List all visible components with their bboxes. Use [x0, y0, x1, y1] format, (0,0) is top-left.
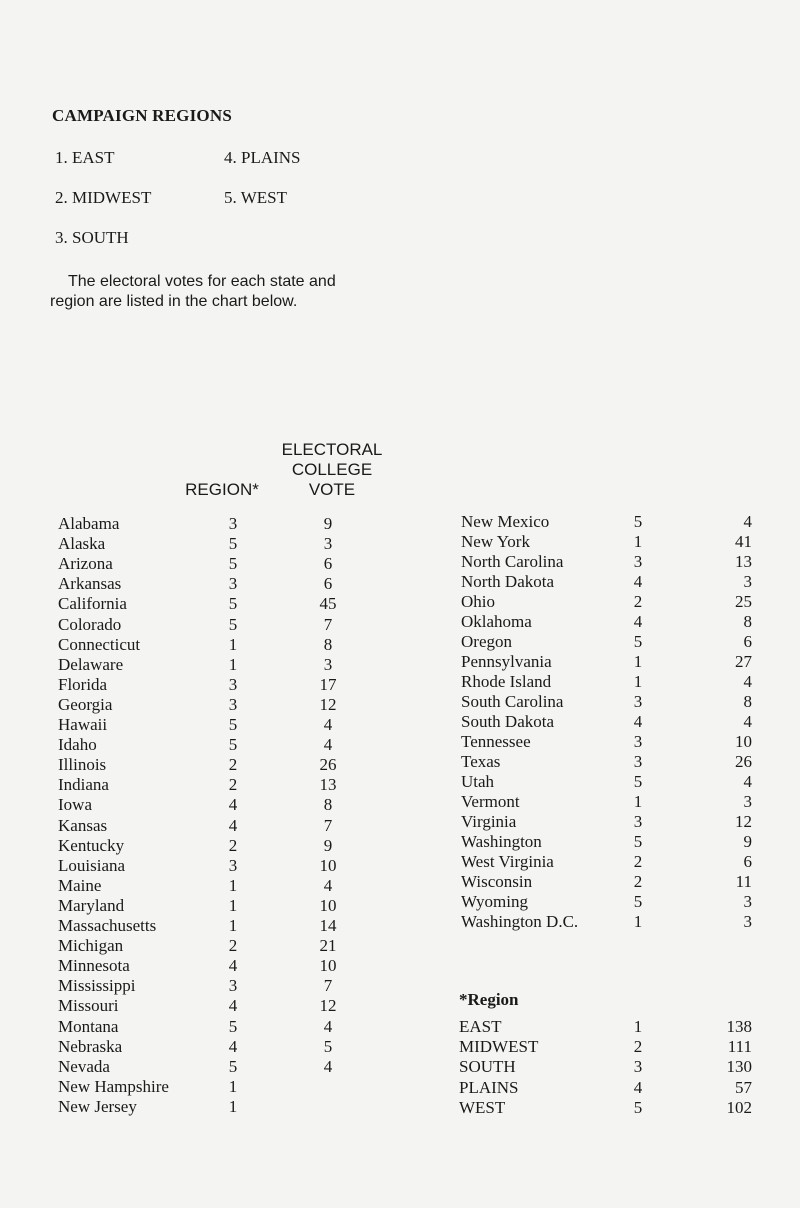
electoral-vote: 138 [726, 1017, 752, 1036]
region-number: 4 [228, 815, 238, 835]
state-name: Massachusetts [58, 916, 157, 935]
state-row [58, 936, 388, 956]
state-row [58, 1097, 388, 1117]
electoral-vote: 8 [743, 612, 752, 631]
state-name: Alaska [58, 534, 106, 554]
state-name: Wyoming [461, 892, 528, 911]
state-name: New Hampshire [58, 1076, 169, 1096]
region-number: 5 [228, 594, 238, 614]
state-name: South Dakota [461, 712, 555, 731]
region-number: 4 [633, 612, 643, 631]
region-number: 3 [228, 694, 238, 714]
header-region: REGION* [185, 480, 259, 499]
electoral-vote: 17 [319, 674, 337, 694]
state-row [58, 615, 388, 635]
region-number: 4 [228, 795, 238, 815]
state-name: Georgia [58, 694, 113, 714]
state-name: Louisiana [58, 855, 126, 875]
state-name: WEST [459, 1097, 506, 1117]
state-name: Oregon [461, 632, 512, 651]
state-name: Hawaii [58, 715, 108, 734]
state-row [58, 635, 388, 655]
electoral-vote: 12 [319, 694, 337, 714]
region-number: 5 [228, 1056, 238, 1076]
region-number: 5 [228, 554, 238, 574]
header-electoral-vote [262, 440, 402, 500]
region-item-plains: 4. PLAINS [224, 148, 301, 167]
state-name: West Virginia [461, 852, 554, 871]
state-row [58, 755, 388, 775]
state-name: Kansas [58, 815, 108, 835]
electoral-vote: 9 [743, 832, 752, 851]
region-item-east: 1. EAST [55, 148, 115, 167]
region-item-west: 5. WEST [224, 188, 287, 207]
state-row [58, 1037, 388, 1057]
state-name: Utah [461, 772, 495, 791]
electoral-vote: 130 [726, 1057, 752, 1077]
state-row [58, 836, 388, 856]
region-number: 4 [633, 712, 643, 731]
region-number: 5 [633, 512, 643, 531]
state-name: Arkansas [58, 574, 122, 594]
region-number: 1 [228, 1076, 238, 1096]
electoral-vote: 26 [319, 755, 337, 775]
state-row [58, 574, 388, 594]
electoral-vote: 10 [319, 855, 337, 875]
electoral-vote: 8 [323, 634, 333, 654]
electoral-vote: 4 [323, 875, 333, 895]
state-name: Alabama [58, 514, 120, 533]
electoral-vote: 27 [735, 652, 752, 671]
electoral-vote: 6 [743, 852, 752, 871]
electoral-vote: 4 [743, 772, 752, 791]
electoral-vote: 14 [319, 916, 337, 935]
state-row [461, 712, 761, 732]
state-name: Washington D.C. [461, 912, 579, 931]
electoral-vote: 3 [323, 654, 333, 674]
state-row [461, 812, 761, 832]
state-row [58, 996, 388, 1016]
state-name: Rhode Island [461, 672, 552, 691]
state-row [58, 795, 388, 815]
electoral-vote: 10 [319, 956, 337, 976]
state-name: Oklahoma [461, 612, 532, 631]
state-name: Idaho [58, 735, 97, 755]
electoral-vote: 4 [323, 1056, 333, 1076]
region-number: 2 [228, 835, 238, 855]
state-name: Iowa [58, 795, 92, 815]
state-name: Indiana [58, 775, 109, 795]
state-row [461, 692, 761, 712]
state-row [58, 956, 388, 976]
state-name: Arizona [58, 554, 113, 574]
state-row [58, 594, 388, 614]
region-total-row [459, 1017, 759, 1037]
region-number: 2 [633, 852, 643, 871]
region-number: 3 [633, 1057, 643, 1077]
region-number: 3 [228, 674, 238, 694]
electoral-vote: 13 [319, 775, 337, 795]
electoral-vote: 9 [323, 835, 333, 855]
intro-line-2: region are listed in the chart below. [50, 293, 298, 310]
state-name: Washington [461, 832, 542, 851]
state-row [461, 892, 761, 912]
electoral-vote: 12 [319, 996, 337, 1016]
state-name: Michigan [58, 936, 124, 956]
region-number: 5 [228, 614, 238, 634]
state-row [58, 715, 388, 735]
electoral-vote: 3 [323, 534, 333, 554]
region-number: 1 [228, 654, 238, 674]
state-row [461, 832, 761, 852]
state-name: SOUTH [459, 1057, 516, 1077]
electoral-vote: 111 [727, 1037, 752, 1057]
state-name: Kentucky [58, 835, 125, 855]
region-number: 5 [633, 772, 643, 791]
state-row [461, 732, 761, 752]
state-row [461, 872, 761, 892]
state-row [58, 976, 388, 996]
electoral-vote: 4 [743, 672, 752, 691]
electoral-vote: 10 [319, 895, 337, 915]
electoral-vote: 9 [323, 514, 333, 533]
region-number: 1 [633, 532, 643, 551]
state-name: South Carolina [461, 692, 564, 711]
state-name: Texas [461, 752, 501, 771]
state-name: Colorado [58, 614, 122, 634]
state-name: Ohio [461, 592, 495, 611]
region-number: 5 [228, 735, 238, 755]
state-name: Maryland [58, 895, 125, 915]
header-vote-line-1: ELECTORAL [281, 440, 383, 459]
state-name: Connecticut [58, 634, 141, 654]
state-name: Nevada [58, 1056, 110, 1076]
electoral-vote: 10 [735, 732, 752, 751]
state-name: Pennsylvania [461, 652, 552, 671]
electoral-vote: 4 [323, 735, 333, 755]
region-number: 1 [228, 916, 238, 935]
state-name: Vermont [461, 792, 520, 811]
electoral-vote: 102 [726, 1097, 752, 1117]
region-number: 3 [633, 692, 643, 711]
electoral-vote: 8 [743, 692, 752, 711]
region-number: 1 [228, 895, 238, 915]
state-row [58, 675, 388, 695]
state-row [461, 512, 761, 532]
electoral-vote: 21 [319, 936, 337, 956]
state-row [58, 655, 388, 675]
state-name: Missouri [58, 996, 119, 1016]
electoral-vote: 6 [323, 574, 333, 594]
region-number: 3 [228, 574, 238, 594]
state-name: Wisconsin [461, 872, 533, 891]
region-number: 3 [633, 732, 643, 751]
electoral-vote: 3 [743, 792, 752, 811]
state-row [461, 592, 761, 612]
state-name: North Carolina [461, 552, 564, 571]
state-name: California [58, 594, 127, 614]
state-name: MIDWEST [459, 1037, 539, 1057]
region-number: 5 [633, 632, 643, 651]
state-row [461, 612, 761, 632]
electoral-vote: 6 [743, 632, 752, 651]
state-row [461, 852, 761, 872]
state-row [58, 856, 388, 876]
state-name: Illinois [58, 755, 107, 775]
state-name: EAST [459, 1017, 502, 1036]
state-row [58, 916, 388, 936]
state-row [58, 1077, 388, 1097]
region-number: 4 [633, 1077, 643, 1097]
state-name: Minnesota [58, 956, 130, 976]
state-row [58, 1017, 388, 1037]
state-row [461, 552, 761, 572]
region-number: 3 [633, 812, 643, 831]
state-row [58, 514, 388, 534]
state-row [461, 572, 761, 592]
state-row [58, 775, 388, 795]
state-name: Tennessee [461, 732, 531, 751]
electoral-vote: 6 [323, 554, 333, 574]
region-number: 4 [633, 572, 643, 591]
region-total-row [459, 1078, 759, 1098]
electoral-vote: 7 [323, 614, 333, 634]
state-name: Delaware [58, 654, 124, 674]
state-row [461, 652, 761, 672]
region-number: 3 [633, 752, 643, 771]
region-number: 5 [633, 892, 643, 911]
region-number: 2 [633, 1037, 643, 1057]
state-row [461, 632, 761, 652]
region-total-row [459, 1057, 759, 1077]
electoral-vote: 3 [743, 572, 752, 591]
state-name: Maine [58, 875, 102, 895]
region-number: 5 [228, 715, 238, 734]
state-row [58, 816, 388, 836]
region-number: 2 [633, 592, 643, 611]
region-number: 1 [633, 672, 643, 691]
electoral-vote: 4 [323, 715, 333, 734]
region-total-row [459, 1037, 759, 1057]
state-name: Montana [58, 1016, 119, 1036]
electoral-vote: 4 [743, 512, 752, 531]
electoral-vote: 13 [735, 552, 752, 571]
state-row [461, 772, 761, 792]
state-name: New York [461, 532, 530, 551]
state-name: Mississippi [58, 976, 136, 996]
electoral-vote: 45 [319, 594, 337, 614]
region-number: 3 [633, 552, 643, 571]
region-number: 1 [633, 652, 643, 671]
region-item-midwest: 2. MIDWEST [55, 188, 152, 207]
state-name: PLAINS [459, 1077, 519, 1097]
region-number: 3 [228, 976, 238, 996]
state-name: Virginia [461, 812, 517, 831]
intro-line-1: The electoral votes for each state and [68, 273, 336, 290]
region-number: 2 [633, 872, 643, 891]
page-title: CAMPAIGN REGIONS [52, 106, 232, 125]
electoral-vote: 41 [735, 532, 752, 551]
electoral-vote: 4 [323, 1016, 333, 1036]
region-number: 2 [228, 755, 238, 775]
state-row [58, 896, 388, 916]
electoral-vote: 3 [743, 892, 752, 911]
electoral-vote: 5 [323, 1036, 333, 1056]
header-vote-line-2: COLLEGE [291, 460, 373, 479]
electoral-vote: 57 [735, 1077, 752, 1097]
region-number: 5 [633, 1097, 643, 1117]
state-row [58, 554, 388, 574]
state-name: Florida [58, 674, 108, 694]
region-number: 1 [228, 875, 238, 895]
region-number: 1 [633, 1017, 643, 1036]
electoral-vote: 8 [323, 795, 333, 815]
region-number: 4 [228, 956, 238, 976]
region-number: 1 [633, 912, 643, 931]
region-number: 4 [228, 996, 238, 1016]
region-legend-title: *Region [459, 990, 519, 1009]
state-row [461, 792, 761, 812]
electoral-vote: 7 [323, 815, 333, 835]
state-name: New Jersey [58, 1096, 137, 1116]
region-number: 5 [633, 832, 643, 851]
electoral-vote: 7 [323, 976, 333, 996]
state-row [461, 672, 761, 692]
region-number: 1 [228, 1096, 238, 1116]
region-number: 5 [228, 1016, 238, 1036]
intro-paragraph [50, 272, 390, 312]
electoral-vote: 4 [743, 712, 752, 731]
state-row [58, 1057, 388, 1077]
region-number: 5 [228, 534, 238, 554]
state-row [461, 912, 761, 932]
state-row [461, 532, 761, 552]
state-row [58, 735, 388, 755]
header-vote-line-3: VOTE [308, 480, 356, 499]
region-number: 2 [228, 775, 238, 795]
region-number: 3 [228, 855, 238, 875]
state-row [58, 534, 388, 554]
state-row [461, 752, 761, 772]
region-item-south: 3. SOUTH [55, 228, 129, 247]
electoral-vote: 26 [735, 752, 752, 771]
electoral-vote: 3 [743, 912, 752, 931]
region-number: 4 [228, 1036, 238, 1056]
state-name: Nebraska [58, 1036, 123, 1056]
region-total-row [459, 1098, 759, 1118]
electoral-vote: 25 [735, 592, 752, 611]
electoral-vote: 11 [735, 872, 752, 891]
region-number: 1 [228, 634, 238, 654]
region-number: 1 [633, 792, 643, 811]
region-number: 2 [228, 936, 238, 956]
state-name: North Dakota [461, 572, 555, 591]
state-row [58, 876, 388, 896]
state-name: New Mexico [461, 512, 550, 531]
electoral-vote: 12 [735, 812, 752, 831]
state-row [58, 695, 388, 715]
region-number: 3 [228, 514, 238, 533]
